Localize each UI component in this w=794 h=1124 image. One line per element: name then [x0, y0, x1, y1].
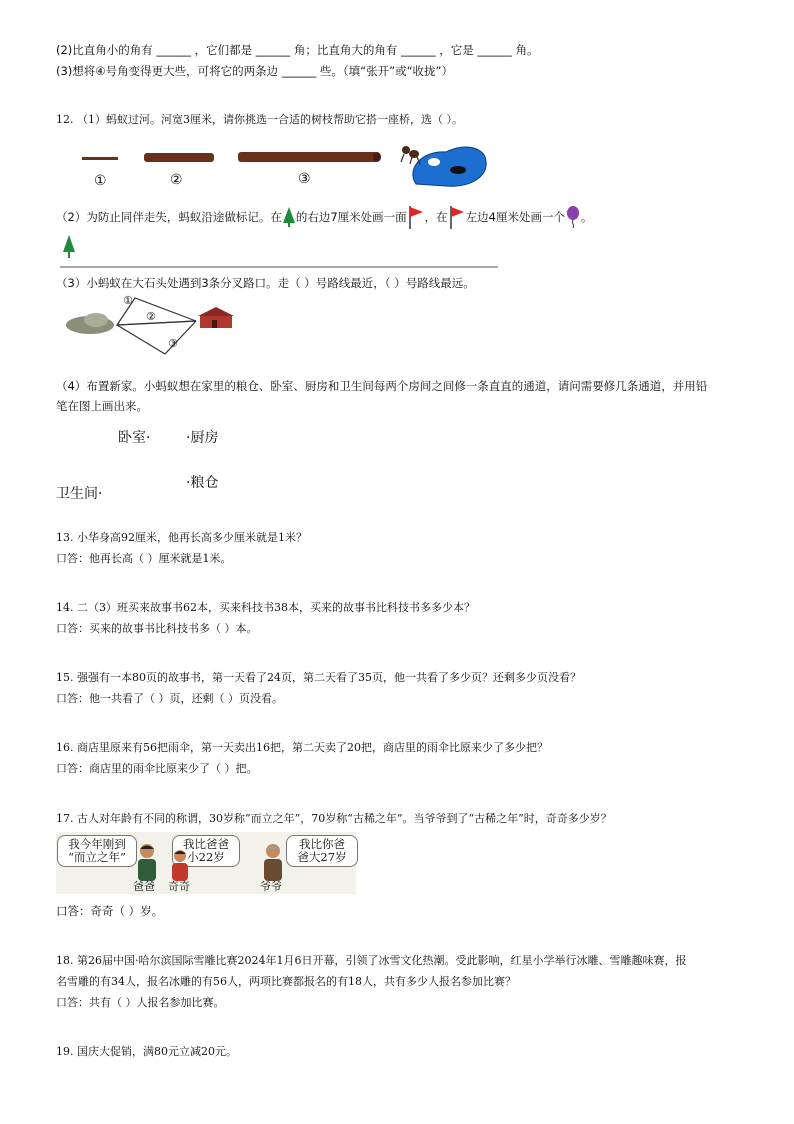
balloon-icon — [565, 205, 581, 229]
bubble-dad — [57, 835, 137, 867]
q14-question: 14. 二（3）班买来故事书62本，买来科技书38本，买来的故事书比科技书多多少本？ — [56, 601, 475, 614]
house-icon — [198, 307, 234, 328]
q14-answer: 口答：买来的故事书比科技书多（ ）本。 — [56, 622, 258, 635]
q12-part4-line2: 笔在图上画出来。 — [56, 399, 148, 413]
q18-line-1: 18. 第26届中国·哈尔滨国际雪雕比赛2024年1月6日开幕，引领了冰雪文化热潮。受此影响，红星小学举行冰雕、雪雕趣味赛，报 — [56, 954, 687, 967]
route-3 — [117, 321, 196, 354]
q12-part2-text-e: 。 — [580, 210, 593, 224]
room-kitchen: ·厨房 — [186, 430, 219, 446]
branches-illustration — [76, 140, 496, 192]
q17-answer: 口答：奇奇（ ）岁。 — [56, 904, 164, 918]
dad-avatar — [134, 842, 160, 882]
branch-long — [238, 152, 378, 162]
branch-label-1: ① — [94, 173, 107, 189]
bubble-grandpa-line-1: 我比你爸 — [299, 837, 345, 851]
bubble-dad-line-1: 我今年刚到 — [68, 837, 126, 851]
bubble-grandpa-line-2: 爸大27岁 — [297, 850, 347, 864]
q12-part2-text-c: ，在 — [424, 210, 448, 224]
q13-question: 13. 小华身高92厘米，他再长高多少厘米就是1米？ — [56, 531, 307, 544]
bubble-dad-line-2: “而立之年” — [68, 850, 126, 864]
room-bathroom: 卫生间· — [56, 486, 103, 502]
ant-icon — [401, 146, 420, 164]
ruler-line-illustration — [56, 232, 502, 270]
q19-question: 19. 国庆大促销，满80元立减20元。 — [56, 1045, 237, 1058]
q18-answer: 口答：共有（ ）人报名参加比赛。 — [56, 996, 225, 1009]
q12-part2-text-d: 左边4厘米处画一个 — [465, 210, 565, 224]
q16-answer: 口答：商店里的雨伞比原来少了（ ）把。 — [56, 762, 258, 775]
water-rock — [450, 166, 466, 174]
rock-top — [84, 313, 108, 327]
grandpa-avatar — [260, 842, 286, 882]
branch-label-2: ② — [170, 172, 183, 188]
q12-part2-text-b: 的右边7厘米处画一面 — [295, 210, 407, 224]
bubble-qiqi-line-1: 我比爸爸 — [183, 837, 229, 851]
q12-part3: （3）小蚂蚁在大石头处遇到3条分叉路口。走（ ）号路线最近，（ ）号路线最远。 — [56, 276, 475, 290]
q15-answer: 口答：他一共看了（ ）页，还剩（ ）页没看。 — [56, 692, 283, 705]
qiqi-avatar — [169, 848, 191, 882]
branch-medium — [144, 153, 214, 162]
q12-part1: 12. （1）蚂蚁过河。河宽3厘米，请你挑选一合适的树枝帮助它搭一座桥，选（ ）。 — [56, 113, 463, 126]
route-2 — [117, 321, 196, 325]
q12-part2-text-a: （2）为防止同伴走失，蚂蚁沿途做标记。在 — [56, 210, 282, 224]
name-grandpa: 爷爷 — [260, 880, 282, 893]
route-label-3: ③ — [168, 337, 178, 350]
q15-question: 15. 强强有一本80页的故事书，第一天看了24页，第二天看了35页，他一共看了多少页？还剩多少页没看？ — [56, 671, 581, 684]
branch-long-end — [373, 152, 381, 162]
room-bedroom: 卧室· — [118, 430, 151, 446]
q11-line-3: (3)想将④号角变得更大些，可将它的两条边 ______ 些。（填“张开”或“收拢”） — [56, 64, 453, 78]
name-qiqi: 奇奇 — [168, 880, 190, 893]
routes-illustration — [62, 294, 242, 362]
branch-label-3: ③ — [298, 171, 311, 187]
tree-icon — [282, 206, 296, 228]
room-granary: ·粮仓 — [186, 475, 219, 491]
name-dad: 爸爸 — [133, 880, 155, 893]
q11-line-2: (2)比直角小的角有 ______ ，它们都是 ______ 角；比直角大的角有 ______ ，它是 ______ 角。 — [56, 43, 539, 57]
bubble-grandpa — [286, 835, 358, 867]
flag-icon — [448, 204, 466, 230]
q12-part4-line1: （4）布置新家。小蚂蚁想在家里的粮仓、卧室、厨房和卫生间每两个房间之间修一条直直的通道，请问需要修几条通道，并用铅 — [56, 379, 708, 393]
flag-icon — [407, 204, 425, 230]
q12-part2 — [56, 204, 592, 230]
tree-trunk — [68, 252, 70, 258]
q13-answer: 口答：他再长高（ ）厘米就是1米。 — [56, 552, 232, 565]
route-label-2: ② — [146, 310, 156, 323]
branch-short — [82, 157, 118, 160]
water-icon — [413, 147, 486, 186]
water-ripple — [428, 158, 440, 166]
bubble-qiqi-line-2: 小22岁 — [187, 850, 225, 864]
q16-question: 16. 商店里原来有56把雨伞，第一天卖出16把，第二天卖了20把，商店里的雨伞比原来少了多少把？ — [56, 741, 548, 754]
q17-question: 17. 古人对年龄有不同的称谓，30岁称“而立之年”，70岁称“古稀之年”。当爷爷到了“古稀之年”时，奇奇多少岁？ — [56, 812, 612, 825]
tree-icon — [63, 235, 75, 252]
route-label-1: ① — [123, 294, 133, 307]
q18-line-2: 名雪雕的有34人，报名冰雕的有56人，两项比赛都报名的有18人，共有多少人报名参加比赛？ — [56, 975, 516, 988]
